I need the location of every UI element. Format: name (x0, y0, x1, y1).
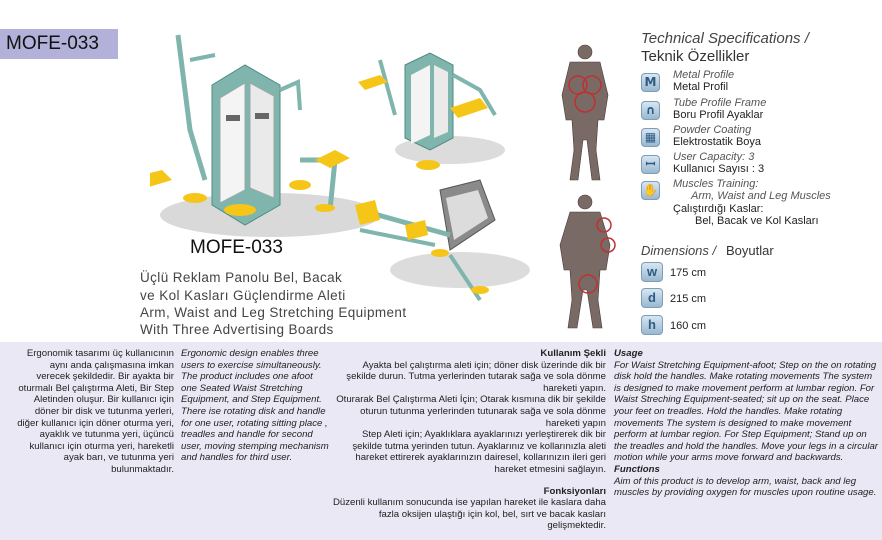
spec-metal-tr: Metal Profil (673, 81, 729, 93)
product-name-tr-line1: Üçlü Reklam Panolu Bel, Bacak (140, 270, 343, 285)
spec-tube-tr: Boru Profil Ayaklar (673, 109, 764, 121)
spec-muscles-tr-detail: Bel, Bacak ve Kol Kasları (695, 215, 819, 227)
usage-text-en: For Waist Stretching Equipment-afoot; Step on the on rotating disk hold the handles. Make rotating movements The system is designed to make movement perform at lumbar region. For Waist Streching Equipment-seated; sit up on the seat. Place your feet on treadles. Hold the handles. Make rotating movements The system is designed to make movement perform at lumbar region. For Step Equipment; Stand up on the treadles and hold the handles. Move your legs in a circular motion while your arms move forward and backwards. (614, 359, 878, 464)
usage-tr-paragraph-3: Step Aleti için; Ayaklıklara ayaklarınızı yerleştirerek dik bir şekilde tutma yerinden tutun. Ayaklarınız ve kollarınızla aleti hareket ettirerek ayaklarınızın dairesel, kollarınızın ileri geri hareket etmesini sağlayın. (352, 429, 606, 475)
spec-metal-en: Metal Profile (673, 69, 735, 81)
spec-capacity-tr: Kullanıcı Sayısı : 3 (673, 163, 765, 175)
description-en: Ergonomic design enables three users to exercise simultaneously. The product includes one afoot one Seated Waist Stretching Equipment, and Step Equipment. There ise rotating disk and handle for one user, rotating sitting place , treadles and handle for second user, moving stemping mechanism and handles for third user. (181, 348, 329, 464)
width-value: 175 cm (670, 267, 707, 279)
product-name-tr-line2: ve Kol Kasları Güçlendirme Aleti (140, 288, 346, 303)
spec-muscles-tr: Çalıştırdığı Kaslar: (673, 203, 764, 215)
spec-tube-en: Tube Profile Frame (673, 97, 767, 109)
product-code-badge: MOFE-033 (0, 29, 118, 59)
dimensions-title-tr: Boyutlar (726, 243, 774, 258)
height-value: 160 cm (670, 320, 707, 332)
functions-text-tr: Düzenli kullanım sonucunda ise yapılan hareket ile kaslara daha fazla oksijen ulaştığı için kol, bel, sırt ve bacak kasları gelişmektedir. (332, 497, 606, 532)
spec-muscles-en: Muscles Training: (673, 178, 759, 190)
usage-heading-en: Usage (614, 348, 643, 359)
usage-tr-paragraph-1: Ayakta bel çalıştırma aleti için; döner disk üzerinde dik bir şekilde durun. Tutma yerlerinden tutarak sağa ve sola dönme hareketi yapın. (346, 359, 606, 394)
tube-frame-icon: ∩ (641, 101, 660, 120)
usage-tr-paragraph-2: Oturarak Bel Çalıştırma Aleti İçin; Otarak kısmına dik bir şekilde oturun tutunma yerlerinden tutunarak sağa ve sola dönme hareketi yapın (336, 394, 606, 429)
model-title: MOFE-033 (190, 237, 283, 258)
metal-profile-icon: M (641, 73, 660, 92)
dimensions-title-en: Dimensions / (641, 243, 717, 258)
depth-value: 215 cm (670, 293, 707, 305)
muscle-anatomy-figures (540, 40, 630, 330)
muscles-icon: ✋ (641, 181, 660, 200)
description-tr: Ergonomik tasarımı üç kullanıcının aynı anda çalışmasına imkan verecek şekildedir. Bir ayakta bir oturmalı Bel çalıştırma Aleti, Bir Step Aletinden oluşur. Bir kullanıcı için döner bir disk ve tutunma yerleri, diğer kullanıcı için döner oturma yeri, ayaklık ve tutunma yeri, üçüncü kullanıcı için oturma yeri, hareketli ayak barı, ve tutunma yeri bulunmaktadır. (17, 348, 174, 475)
functions-heading-tr: Fonksiyonları (543, 485, 606, 497)
product-name-en-line2: With Three Advertising Boards (140, 322, 334, 337)
usage-en (614, 348, 880, 499)
functions-heading-en: Functions (614, 463, 660, 475)
width-icon: w (641, 262, 663, 282)
usage-tr (330, 348, 606, 532)
spec-title-en: Technical Specifications / (641, 30, 809, 47)
spec-coating-tr: Elektrostatik Boya (673, 136, 762, 148)
product-name-en-line1: Arm, Waist and Leg Stretching Equipment (140, 305, 407, 320)
user-capacity-icon: ꟷ (641, 155, 660, 174)
powder-coating-icon: ▦ (641, 128, 660, 147)
usage-heading-tr: Kullanım Şekli (540, 348, 606, 359)
height-icon: h (641, 315, 663, 335)
spec-title-tr: Teknik Özellikler (641, 48, 750, 65)
depth-icon: d (641, 288, 663, 308)
spec-capacity-en: User Capacity: 3 (673, 151, 755, 163)
spec-muscles-en-detail: Arm, Waist and Leg Muscles (691, 190, 831, 202)
spec-coating-en: Powder Coating (673, 124, 752, 136)
functions-text-en: Aim of this product is to develop arm, waist, back and leg muscles by providing oxygen for muscles upon routine usage. (614, 475, 877, 499)
